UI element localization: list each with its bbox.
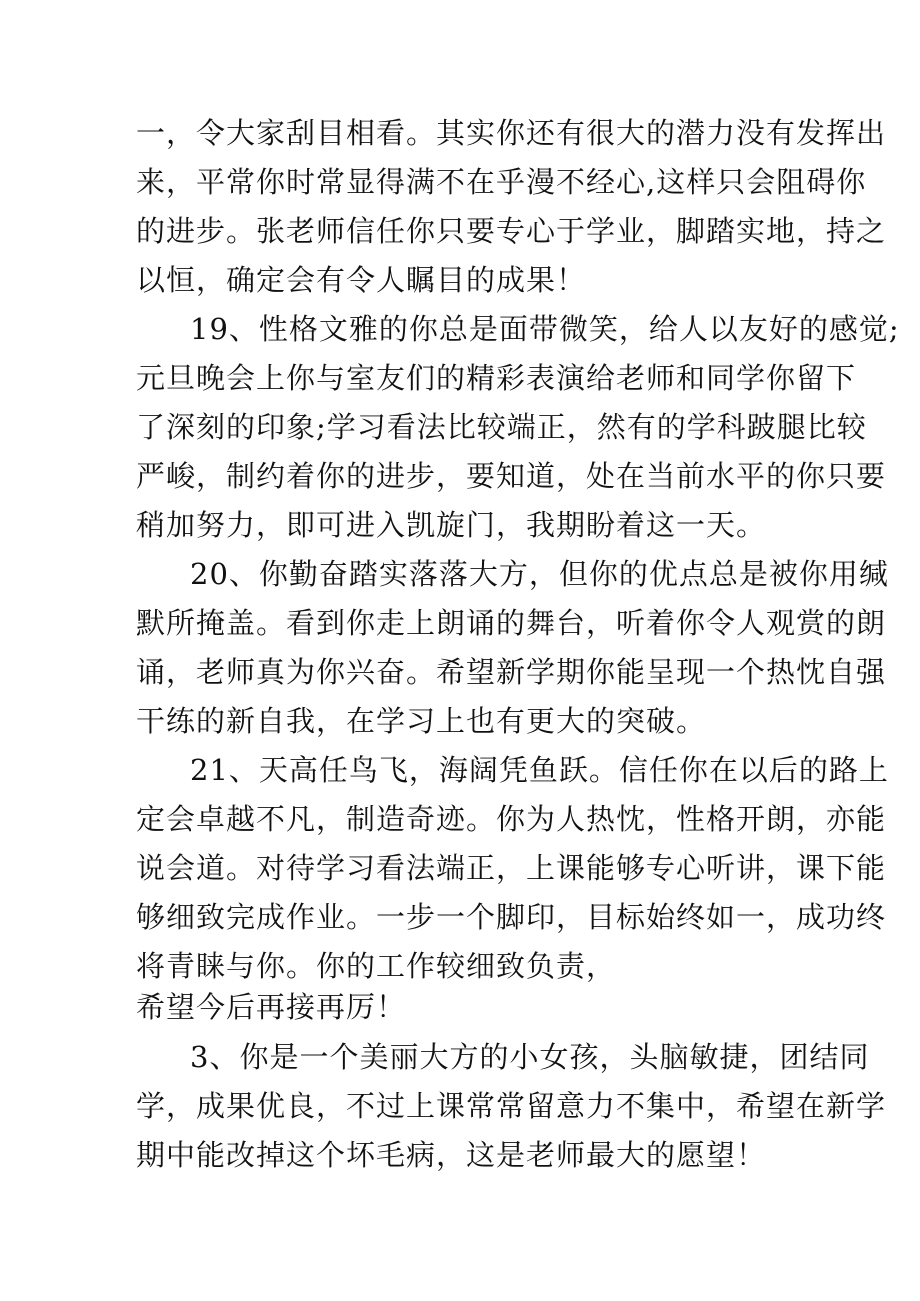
text-line: 严峻，制约着你的进步，要知道，处在当前水平的你只要 xyxy=(136,459,887,493)
text-line: 学，成果优良，不过上课常常留意力不集中，希望在新学 xyxy=(136,1089,887,1123)
paragraph-first-line: 20、你勤奋踏实落落大方，但你的优点总是被你用缄 xyxy=(190,557,889,591)
text-line: 说会道。对待学习看法端正，上课能够专心听讲，课下能 xyxy=(136,851,887,885)
text-line: 以恒，确定会有令人瞩目的成果！ xyxy=(136,263,587,297)
text-line: 期中能改掉这个坏毛病，这是老师最大的愿望！ xyxy=(136,1138,767,1172)
text-line: 默所掩盖。看到你走上朗诵的舞台，听着你令人观赏的朗 xyxy=(136,606,887,640)
text-line: 来，平常你时常显得满不在乎漫不经心,这样只会阻碍你 xyxy=(136,165,867,199)
paragraph-first-line: 19、性格文雅的你总是面带微笑，给人以友好的感觉; xyxy=(190,312,900,346)
text-line: 元旦晚会上你与室友们的精彩表演给老师和同学你留下 xyxy=(136,361,857,395)
text-line: 稍加努力，即可进入凯旋门，我期盼着这一天。 xyxy=(136,508,767,542)
paragraph-first-line: 3、你是一个美丽大方的小女孩，头脑敏捷，团结同 xyxy=(190,1040,870,1074)
paragraph-first-line: 21、天高任鸟飞，海阔凭鱼跃。信任你在以后的路上 xyxy=(190,753,889,787)
text-line: 诵，老师真为你兴奋。希望新学期你能呈现一个热忱自强 xyxy=(136,655,887,689)
text-line: 的进步。张老师信任你只要专心于学业，脚踏实地，持之 xyxy=(136,214,887,248)
text-line: 了深刻的印象;学习看法比较端正，然有的学科跛腿比较 xyxy=(136,410,867,444)
text-line: 将青睐与你。你的工作较细致负责， xyxy=(136,949,617,983)
text-line: 一，令大家刮目相看。其实你还有很大的潜力没有发挥出 xyxy=(136,116,887,150)
text-line: 干练的新自我，在学习上也有更大的突破。 xyxy=(136,704,707,738)
text-line: 够细致完成作业。一步一个脚印，目标始终如一，成功终 xyxy=(136,900,887,934)
text-line: 希望今后再接再厉！ xyxy=(136,990,407,1024)
text-line: 定会卓越不凡，制造奇迹。你为人热忱，性格开朗，亦能 xyxy=(136,802,887,836)
